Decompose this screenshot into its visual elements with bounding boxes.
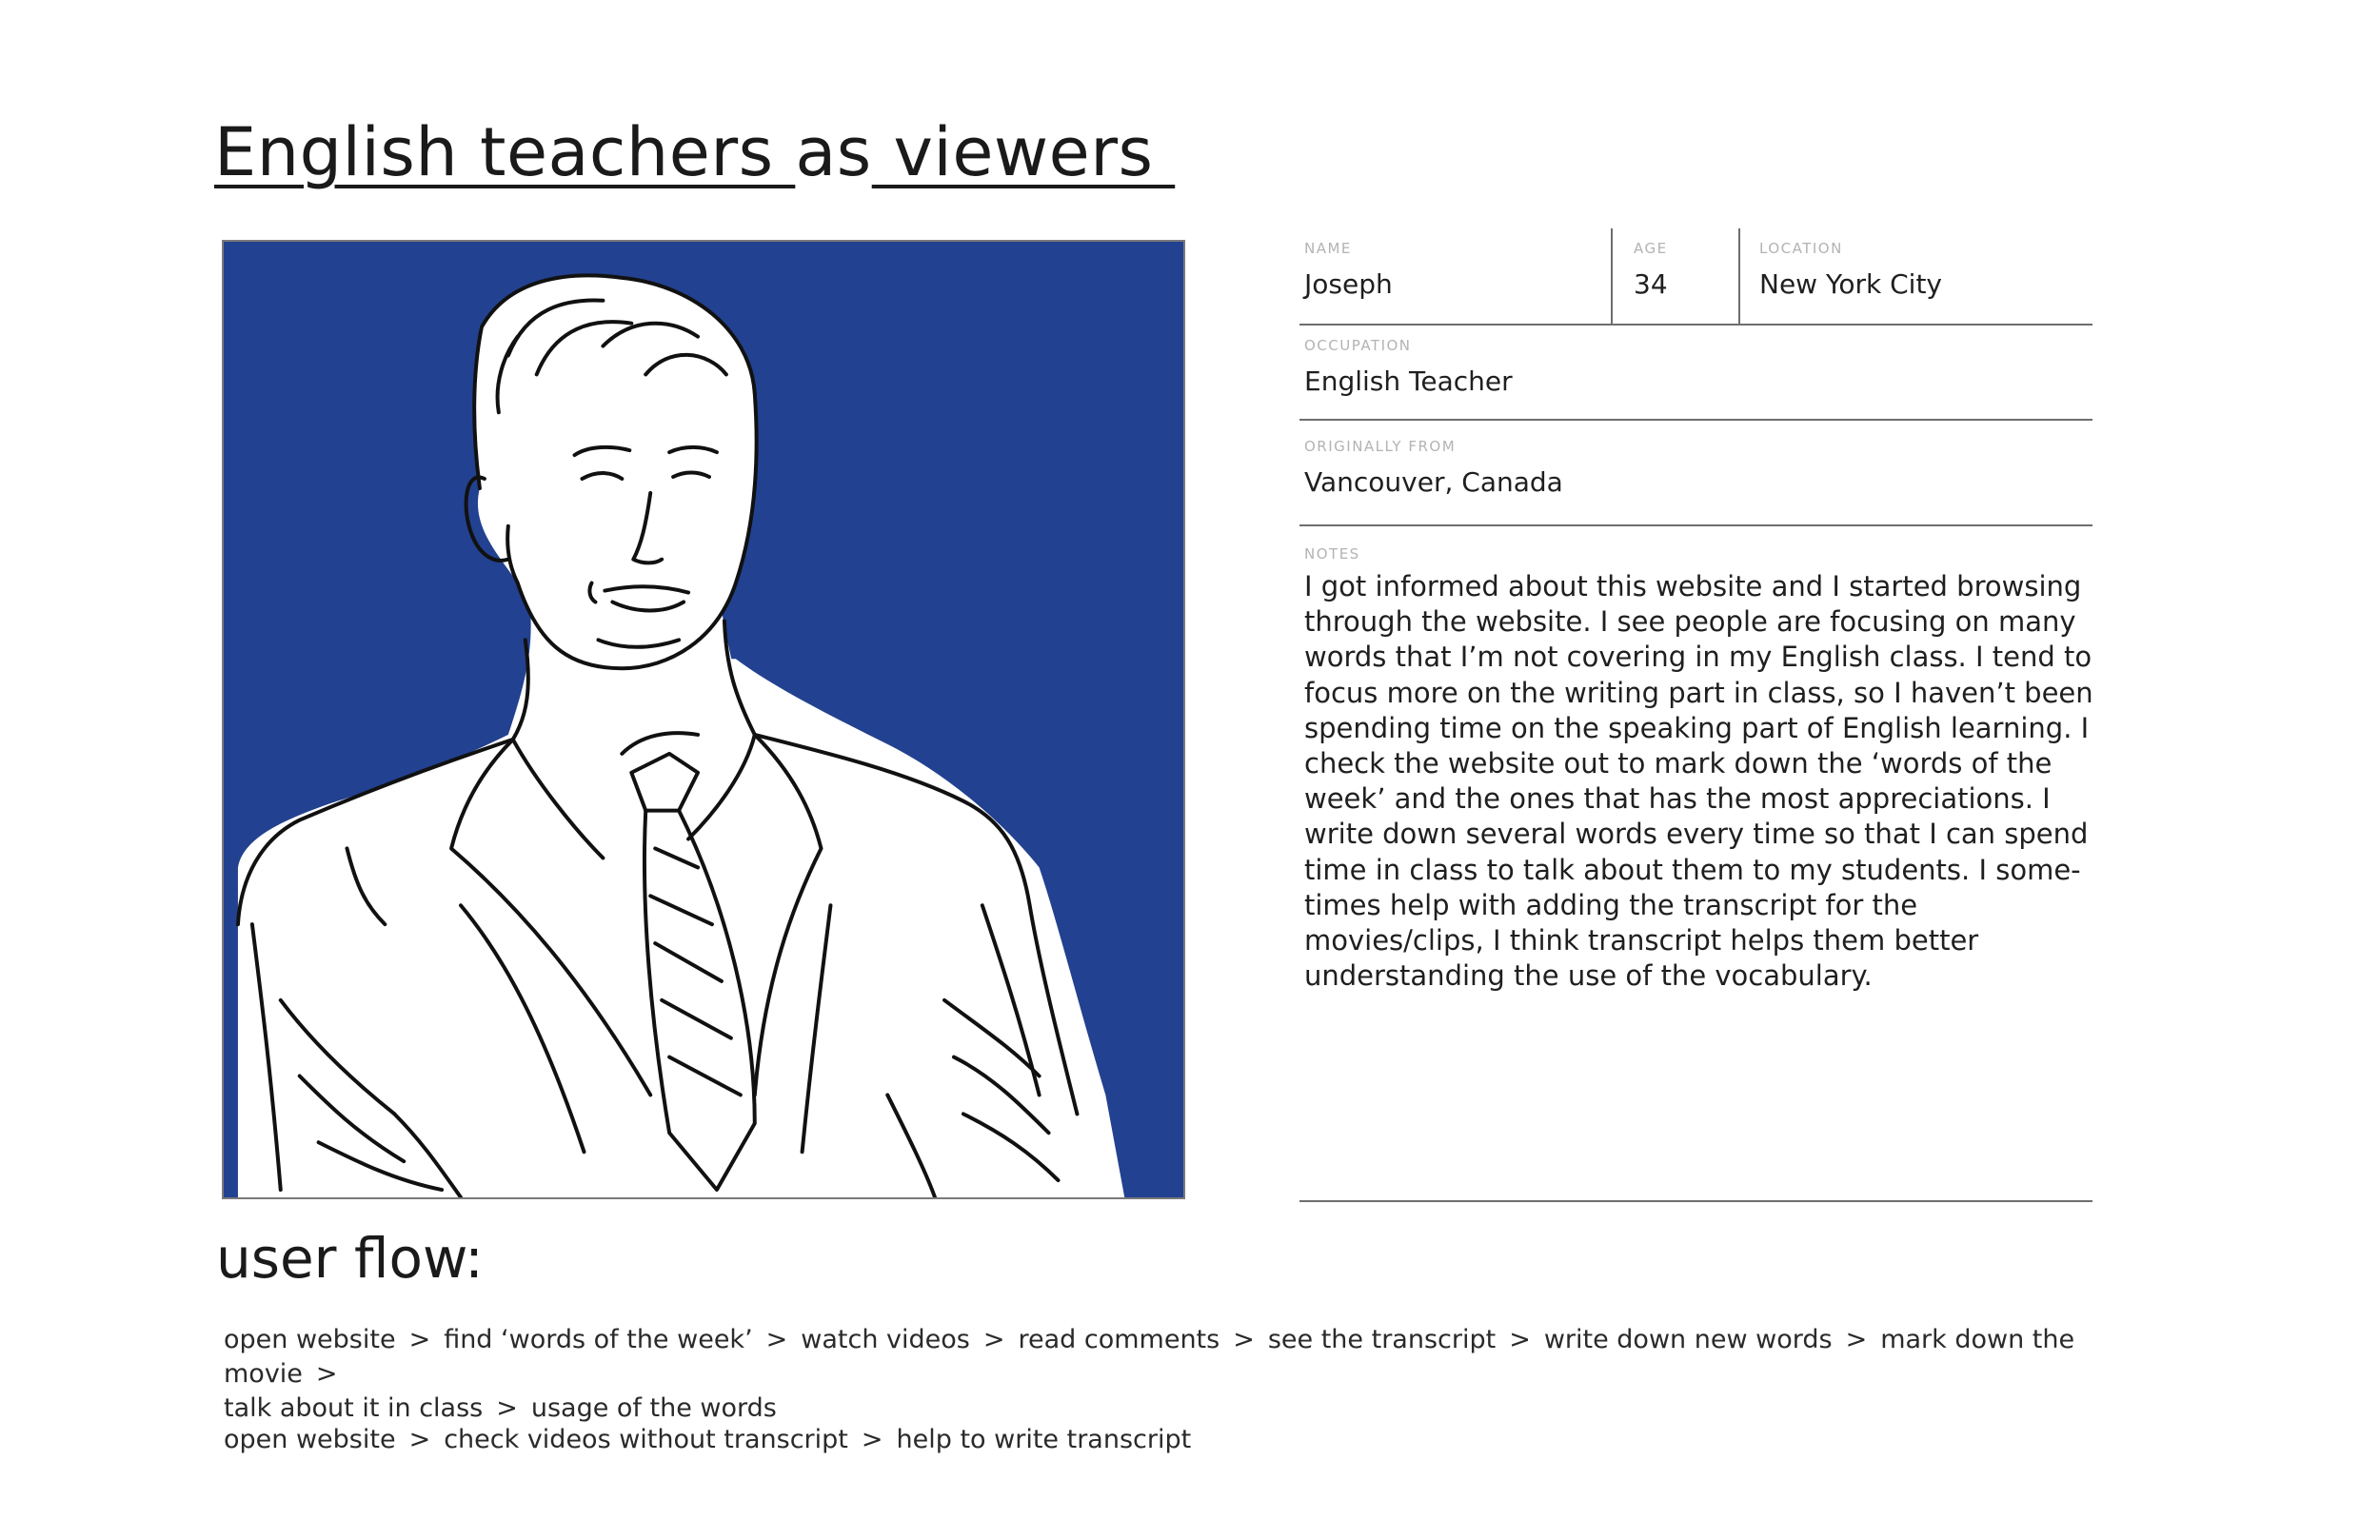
origin-label: ORIGINALLY FROM (1304, 438, 1457, 455)
flow-separator: > (1233, 1325, 1255, 1354)
flow-step: find ‘words of the week’ (444, 1325, 753, 1354)
flow-step: read comments (1018, 1325, 1220, 1354)
flow-step: open website (224, 1325, 396, 1354)
notes-text: I got informed about this website and I started browsing through the website. I see people are focusing on many words that I’m not covering in my English class. I tend to focus more on the writing part in class, so I haven’t been spending time on the speaking part of English learning. I check the website out to mark down the ‘words of the week’ and the ones that has the most appreciations. I write down several words every time so that I can spend time in class to talk about them to my students. I some-times help with adding the transcript for the movies/clips, I think transcript helps them better understanding the use of the vocabulary. (1304, 570, 2093, 993)
flow-step: check videos without transcript (444, 1425, 848, 1454)
flow-separator: > (1509, 1325, 1531, 1354)
flow-separator: > (408, 1425, 431, 1454)
occupation-label: OCCUPATION (1304, 337, 1412, 354)
flow-step: watch videos (801, 1325, 970, 1354)
location-label: LOCATION (1759, 240, 1843, 257)
title-part-as: as (795, 113, 872, 191)
flow-step: open website (224, 1425, 396, 1454)
name-value: Joseph (1304, 268, 1393, 300)
flow-separator: > (408, 1325, 431, 1354)
origin-field (1295, 438, 2075, 504)
location-value: New York City (1759, 268, 1942, 300)
title-part-teachers: English teachers (214, 113, 796, 191)
user-flow-2 (224, 1423, 2128, 1457)
notes-label: NOTES (1304, 545, 1360, 563)
flow-separator: > (861, 1425, 883, 1454)
man-in-suit-illustration-icon (224, 242, 1183, 1197)
flow-step: write down new words (1543, 1325, 1833, 1354)
flow-step: mark down the movie (224, 1325, 2075, 1389)
divider (1299, 324, 2092, 326)
flow-step: usage of the words (530, 1393, 777, 1423)
flow-step: help to write transcript (896, 1425, 1192, 1454)
divider (1611, 228, 1613, 324)
flow-step: talk about it in class (224, 1393, 484, 1423)
title-part-viewers: viewers (871, 113, 1176, 191)
occupation-value: English Teacher (1304, 365, 1513, 397)
name-label: NAME (1304, 240, 1352, 257)
location-field (1750, 240, 2092, 306)
flow-separator: > (315, 1359, 338, 1389)
occupation-field (1295, 337, 2075, 404)
flow-separator: > (496, 1393, 518, 1423)
divider (1299, 1200, 2092, 1202)
age-field (1624, 240, 1729, 306)
divider (1299, 419, 2092, 421)
flow-separator: > (765, 1325, 788, 1354)
flow-separator: > (1845, 1325, 1868, 1354)
persona-portrait (222, 240, 1185, 1199)
divider (1738, 228, 1740, 324)
name-field (1295, 240, 1609, 306)
origin-value: Vancouver, Canada (1304, 466, 1563, 498)
age-value: 34 (1634, 268, 1668, 300)
user-flow-heading: user flow: (216, 1226, 484, 1291)
age-label: AGE (1634, 240, 1668, 257)
page-title (214, 112, 1175, 192)
notes-field (1295, 545, 2075, 568)
divider (1299, 524, 2092, 526)
flow-step: see the transcript (1267, 1325, 1497, 1354)
user-flow-1 (224, 1323, 2128, 1426)
flow-separator: > (982, 1325, 1005, 1354)
